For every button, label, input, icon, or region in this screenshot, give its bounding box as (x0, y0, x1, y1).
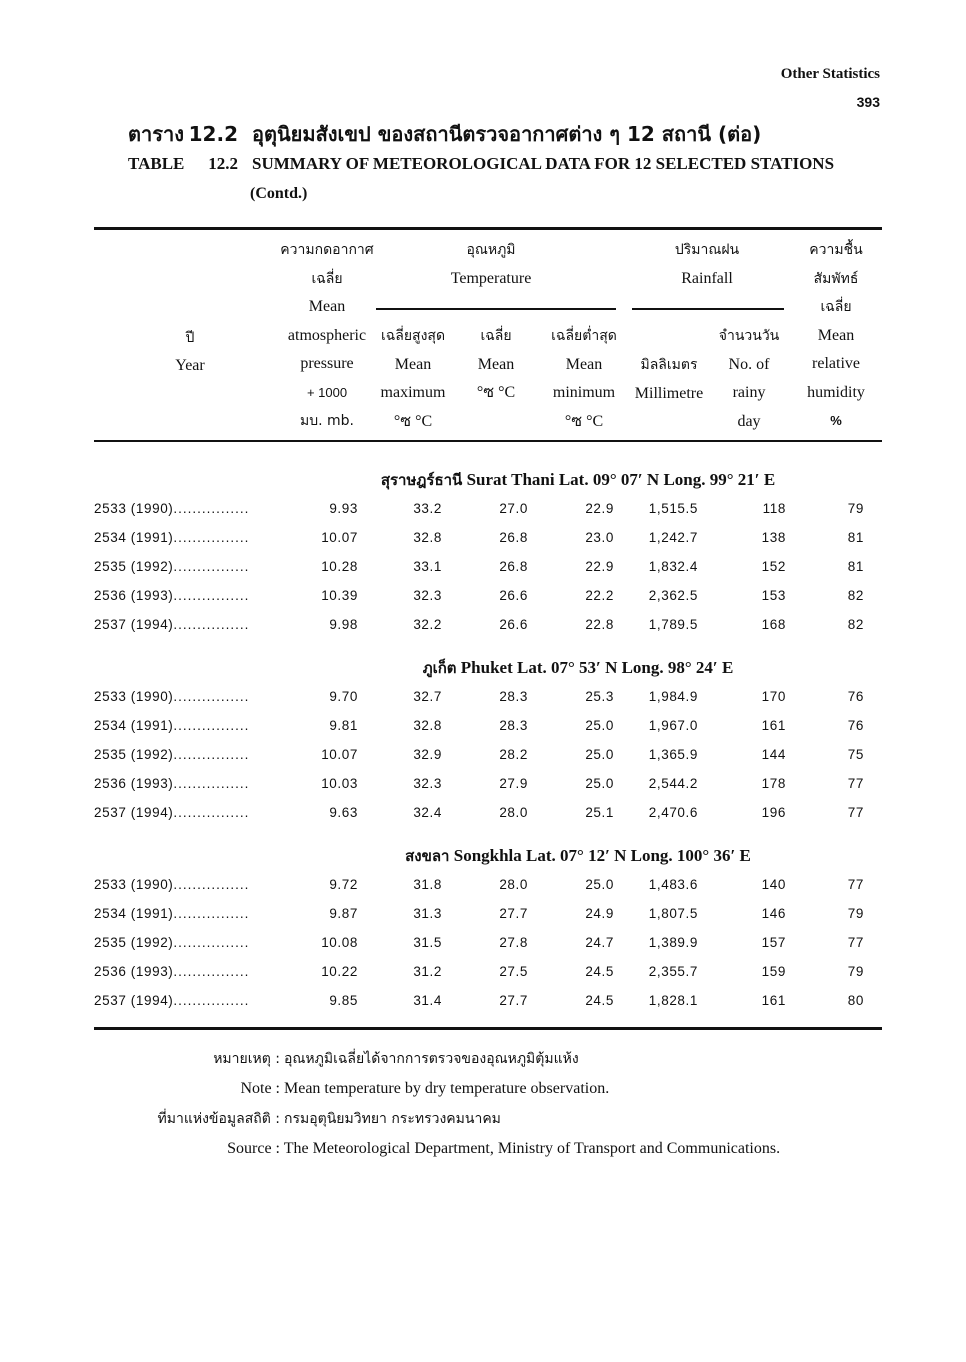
header-rainfall-thai: ปริมาณฝน (674, 242, 740, 258)
cell-year: 2533 (1990)................ (94, 689, 250, 704)
cell-min: 22.2 (585, 588, 614, 603)
cell-mean: 28.3 (499, 689, 528, 704)
cell-min: 24.5 (585, 964, 614, 979)
cell-days: 140 (761, 877, 786, 892)
source: Source : The Meteorological Department, Ministry of Transport and Communications. (227, 1140, 781, 1157)
cell-mean: 26.8 (499, 530, 528, 545)
cell-mean: 26.8 (499, 559, 528, 574)
cell-mean: 28.0 (499, 877, 528, 892)
cell-rain: 2,362.5 (648, 588, 698, 603)
cell-days: 170 (761, 689, 786, 704)
header-humidity: ความชื้น สัมพัทธ์ เฉลี่ย Mean relative humidity % (807, 242, 865, 428)
cell-rain: 1,828.1 (648, 993, 698, 1008)
table-row (94, 588, 884, 617)
cell-pressure: 10.39 (321, 588, 358, 603)
cell-rain: 1,242.7 (648, 530, 698, 545)
note: Note : Mean temperature by dry temperature observation. (240, 1080, 610, 1097)
cell-days: 153 (761, 588, 786, 603)
cell-rain: 1,807.5 (648, 906, 698, 921)
cell-year: 2536 (1993)................ (94, 588, 250, 603)
header-year: Year (175, 357, 205, 374)
cell-days: 152 (761, 559, 786, 574)
cell-rain: 1,832.4 (648, 559, 698, 574)
table-row (94, 559, 884, 588)
cell-pressure: 10.22 (321, 964, 358, 979)
cell-days: 138 (761, 530, 786, 545)
running-head-section: Other Statistics (780, 66, 880, 82)
cell-year: 2537 (1994)................ (94, 805, 250, 820)
cell-min: 22.9 (585, 559, 614, 574)
cell-mean: 27.0 (499, 501, 528, 516)
header-rain-mm: มิลลิเมตร Millimetre (634, 357, 704, 402)
cell-pressure: 9.81 (329, 718, 358, 733)
cell-pressure: 10.08 (321, 935, 358, 950)
table-row (94, 964, 884, 993)
cell-max: 32.3 (413, 776, 442, 791)
table-row (94, 776, 884, 805)
cell-year: 2534 (1991)................ (94, 718, 250, 733)
table-row (94, 689, 884, 718)
cell-mean: 27.7 (499, 993, 528, 1008)
cell-year: 2537 (1994)................ (94, 993, 250, 1008)
cell-min: 25.0 (585, 877, 614, 892)
cell-hum: 76 (847, 689, 864, 704)
cell-max: 32.3 (413, 588, 442, 603)
table-row (94, 617, 884, 646)
cell-mean: 27.9 (499, 776, 528, 791)
cell-year: 2533 (1990)................ (94, 501, 250, 516)
cell-pressure: 9.63 (329, 805, 358, 820)
station-heading: สงขลา Songkhla Lat. 07° 12′ N Long. 100° 36′ E (405, 846, 751, 865)
cell-max: 32.9 (413, 747, 442, 762)
cell-pressure: 9.72 (329, 877, 358, 892)
cell-year: 2534 (1991)................ (94, 906, 250, 921)
cell-year: 2535 (1992)................ (94, 935, 250, 950)
header-rainfall: Rainfall (681, 270, 733, 287)
cell-hum: 81 (847, 530, 864, 545)
header-pressure: ความกดอากาศ เฉลี่ย Mean atmospheric pressure + 1000 มบ. mb. (280, 242, 374, 429)
cell-days: 157 (761, 935, 786, 950)
cell-min: 22.8 (585, 617, 614, 632)
table-row (94, 993, 884, 1022)
cell-mean: 27.5 (499, 964, 528, 979)
cell-rain: 1,515.5 (648, 501, 698, 516)
cell-year: 2535 (1992)................ (94, 747, 250, 762)
cell-max: 31.2 (413, 964, 442, 979)
cell-hum: 80 (847, 993, 864, 1008)
cell-mean: 26.6 (499, 588, 528, 603)
cell-pressure: 9.93 (329, 501, 358, 516)
station-heading: สุราษฎร์ธานี Surat Thani Lat. 09° 07′ N Long. 99° 21′ E (380, 470, 776, 489)
cell-days: 178 (761, 776, 786, 791)
table-bottom-rule (94, 1027, 882, 1030)
source-thai: ที่มาแห่งข้อมูลสถิติ : กรมอุตุนิยมวิทยา กระทรวงคมนาคม (157, 1111, 501, 1127)
cell-min: 24.7 (585, 935, 614, 950)
cell-hum: 77 (847, 935, 864, 950)
cell-min: 23.0 (585, 530, 614, 545)
table-row (94, 935, 884, 964)
table-row (94, 805, 884, 834)
table-row (94, 501, 884, 530)
cell-min: 25.0 (585, 776, 614, 791)
cell-hum: 77 (847, 877, 864, 892)
cell-rain: 1,967.0 (648, 718, 698, 733)
cell-days: 168 (761, 617, 786, 632)
cell-days: 118 (762, 501, 786, 516)
cell-mean: 27.7 (499, 906, 528, 921)
cell-max: 33.2 (413, 501, 442, 516)
cell-rain: 2,355.7 (648, 964, 698, 979)
table-row (94, 718, 884, 747)
cell-days: 146 (761, 906, 786, 921)
cell-rain: 2,544.2 (648, 776, 698, 791)
cell-max: 31.5 (413, 935, 442, 950)
rainfall-span-rule (632, 308, 784, 310)
cell-rain: 1,483.6 (648, 877, 698, 892)
table-row (94, 906, 884, 935)
cell-mean: 28.2 (499, 747, 528, 762)
cell-pressure: 10.03 (321, 776, 358, 791)
table-row (94, 877, 884, 906)
cell-rain: 1,365.9 (648, 747, 698, 762)
cell-days: 196 (761, 805, 786, 820)
notes (110, 1044, 890, 1164)
cell-year: 2536 (1993)................ (94, 964, 250, 979)
header-temperature: Temperature (450, 270, 532, 287)
cell-pressure: 9.85 (329, 993, 358, 1008)
cell-rain: 1,789.5 (648, 617, 698, 632)
header-year-thai: ปี (185, 330, 195, 346)
header-bottom-rule (94, 440, 882, 442)
table-top-rule (94, 227, 882, 230)
header-temp-min: เฉลี่ยต่ำสุด Mean minimum °ซ °C (551, 328, 617, 430)
cell-max: 32.8 (413, 718, 442, 733)
cell-pressure: 10.07 (321, 530, 358, 545)
cell-hum: 75 (847, 747, 864, 762)
cell-rain: 1,984.9 (648, 689, 698, 704)
cell-min: 25.0 (585, 718, 614, 733)
cell-min: 24.5 (585, 993, 614, 1008)
cell-days: 159 (761, 964, 786, 979)
cell-mean: 28.3 (499, 718, 528, 733)
cell-hum: 81 (847, 559, 864, 574)
cell-mean: 27.8 (499, 935, 528, 950)
cell-hum: 79 (847, 964, 864, 979)
cell-max: 33.1 (413, 559, 442, 574)
cell-days: 161 (761, 718, 786, 733)
cell-rain: 1,389.9 (648, 935, 698, 950)
temperature-span-rule (376, 308, 616, 310)
cell-hum: 76 (847, 718, 864, 733)
cell-max: 32.8 (413, 530, 442, 545)
cell-year: 2537 (1994)................ (94, 617, 250, 632)
cell-min: 25.1 (585, 805, 614, 820)
cell-min: 22.9 (585, 501, 614, 516)
table-contd: (Contd.) (250, 185, 308, 202)
cell-mean: 26.6 (499, 617, 528, 632)
cell-max: 31.3 (413, 906, 442, 921)
cell-max: 31.4 (413, 993, 442, 1008)
cell-year: 2536 (1993)................ (94, 776, 250, 791)
cell-min: 25.0 (585, 747, 614, 762)
cell-pressure: 10.28 (321, 559, 358, 574)
table-row (94, 530, 884, 559)
cell-max: 32.2 (413, 617, 442, 632)
cell-mean: 28.0 (499, 805, 528, 820)
header-temperature-thai: อุณหภูมิ (466, 242, 516, 258)
cell-hum: 82 (847, 588, 864, 603)
cell-rain: 2,470.6 (648, 805, 698, 820)
cell-pressure: 10.07 (321, 747, 358, 762)
table-row (94, 747, 884, 776)
cell-hum: 77 (847, 805, 864, 820)
cell-min: 25.3 (585, 689, 614, 704)
cell-pressure: 9.70 (329, 689, 358, 704)
header-temp-mean: เฉลี่ย Mean °ซ °C (476, 328, 516, 401)
cell-min: 24.9 (585, 906, 614, 921)
cell-max: 32.4 (413, 805, 442, 820)
table-title-english: TABLE 12.2 SUMMARY OF METEOROLOGICAL DATA FOR 12 SELECTED STATIONS (128, 154, 835, 173)
cell-pressure: 9.87 (329, 906, 358, 921)
cell-hum: 77 (847, 776, 864, 791)
cell-year: 2534 (1991)................ (94, 530, 250, 545)
page-number: 393 (856, 94, 880, 110)
remark-thai: หมายเหตุ : อุณหภูมิเฉลี่ยได้จากการตรวจของอุณหภูมิตุ้มแห้ง (213, 1051, 579, 1067)
table-title-thai: ตาราง 12.2 อุตุนิยมสังเขป ของสถานีตรวจอากาศต่าง ๆ 12 สถานี (ต่อ) (128, 122, 762, 146)
cell-pressure: 9.98 (329, 617, 358, 632)
cell-hum: 82 (847, 617, 864, 632)
station-heading: ภูเก็ต Phuket Lat. 07° 53′ N Long. 98° 24′ E (422, 658, 734, 677)
cell-hum: 79 (847, 501, 864, 516)
cell-max: 32.7 (413, 689, 442, 704)
cell-year: 2535 (1992)................ (94, 559, 250, 574)
cell-max: 31.8 (413, 877, 442, 892)
header-rain-days: จำนวนวัน No. of rainy day (718, 328, 780, 430)
cell-year: 2533 (1990)................ (94, 877, 250, 892)
cell-days: 161 (761, 993, 786, 1008)
cell-hum: 79 (847, 906, 864, 921)
header-temp-max: เฉลี่ยสูงสุด Mean maximum °ซ °C (380, 328, 446, 430)
cell-days: 144 (761, 747, 786, 762)
